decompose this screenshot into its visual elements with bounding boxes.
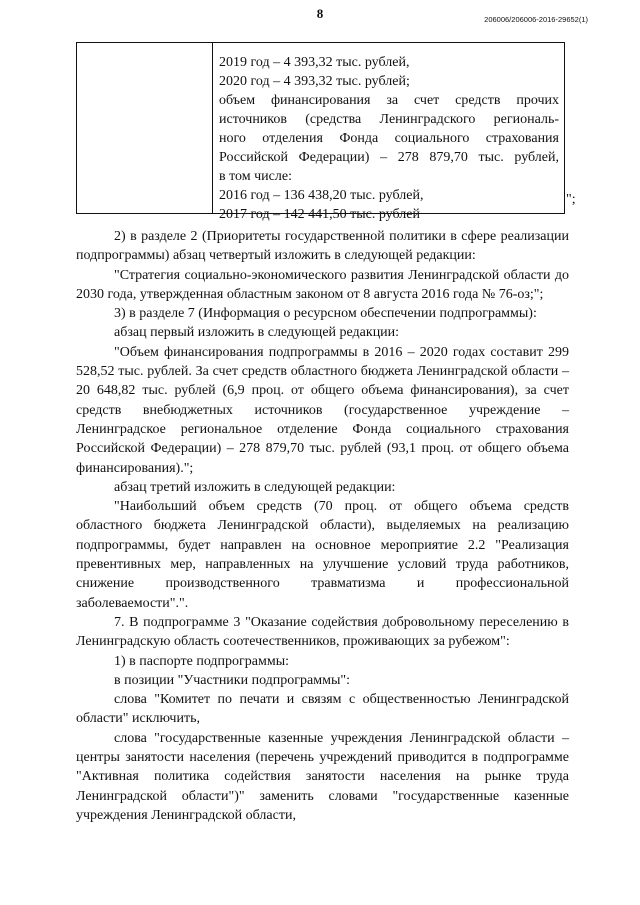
financing-table	[76, 42, 565, 222]
paragraph-third-abzac: абзац третий изложить в следующей редакции:	[114, 479, 396, 495]
paragraph-passport: 1) в паспорте подпрограммы:	[114, 653, 290, 669]
table-closing-quote: ";	[566, 192, 576, 207]
table-line: 2020 год – 4 393,32 тыс. рублей;	[219, 74, 410, 89]
paragraph-participants: в позиции "Участники подпрограммы":	[114, 672, 350, 688]
table-line: объем финансирования за счет средств прочих	[219, 93, 559, 108]
paragraph-first-abzac: абзац первый изложить в следующей редакции:	[114, 325, 400, 341]
page-number: 8	[316, 6, 324, 21]
paragraph-financing-quote: "Объем финансирования подпрограммы в 2016 – 2020 годах составит 299 528,52 тыс. рублей. За счет средств областного бюджета Ленинградской области – 20 648,82 тыс. рублей (6,9 проц. от общего объема финансирования), за счет средств внебюджетных источников (государственное учреждение – Ленинградское региональное отделение Фонда социального страхования Российской Федерации) – 278 879,70 тыс. рублей (93,1 проц. от общего объема финансирования).";	[76, 344, 569, 476]
document-id: 206006/206006-2016-29652(1)	[484, 15, 588, 24]
table-line: источников (средства Ленинградского региональ-	[219, 112, 559, 127]
paragraph-measures-quote: "Наибольший объем средств (70 проц. от общего объема средств областного бюджета Ленинградской области), выделяемых на реализацию подпрограммы, будет направлен на основное мероприятие 2.2 "Реализация превентивных мер, направленных на улучшение условий труда работников, снижение производственного травматизма и профессиональной заболеваемости".".	[76, 499, 569, 611]
paragraph-exclude-committee: слова "Комитет по печати и связям с общественностью Ленинградской области" исключить,	[76, 692, 569, 727]
table-line: 2017 год – 142 441,50 тыс. рублей	[219, 207, 420, 222]
table-line: в том числе:	[219, 169, 292, 184]
paragraph-subprogram-3: 7. В подпрограмме 3 "Оказание содействия добровольному переселению в Ленинградскую область соотечественников, проживающих за рубежом":	[76, 614, 569, 650]
table-cell-financing	[219, 53, 559, 224]
table-line: 2019 год – 4 393,32 тыс. рублей,	[219, 55, 410, 70]
table-line: ного отделения Фонда социального страхования	[219, 131, 559, 146]
paragraph-section-2: 2) в разделе 2 (Приоритеты государственной политики в сфере реализации подпрограммы) абзац четвертый изложить в следующей редакции:	[76, 229, 569, 264]
paragraph-section-7: 3) в разделе 7 (Информация о ресурсном обеспечении подпрограммы):	[114, 306, 537, 322]
table-column-divider	[212, 43, 213, 213]
table-line: Российской Федерации) – 278 879,70 тыс. рублей,	[219, 150, 559, 165]
table-line: 2016 год – 136 438,20 тыс. рублей,	[219, 188, 424, 203]
paragraph-strategy-quote: "Стратегия социально-экономического развития Ленинградской области до 2030 года, утвержденная областным законом от 8 августа 2016 года № 76-оз;";	[76, 267, 569, 302]
paragraph-replace-words: слова "государственные казенные учреждения Ленинградской области – центры занятости населения (перечень учреждений приводится в подпрограмме "Активная политика содействия занятости населения на рынке труда Ленинградской области")" заменить словами "государственные казенные учреждения Ленинградской области,	[76, 730, 569, 823]
document-body	[76, 227, 569, 825]
